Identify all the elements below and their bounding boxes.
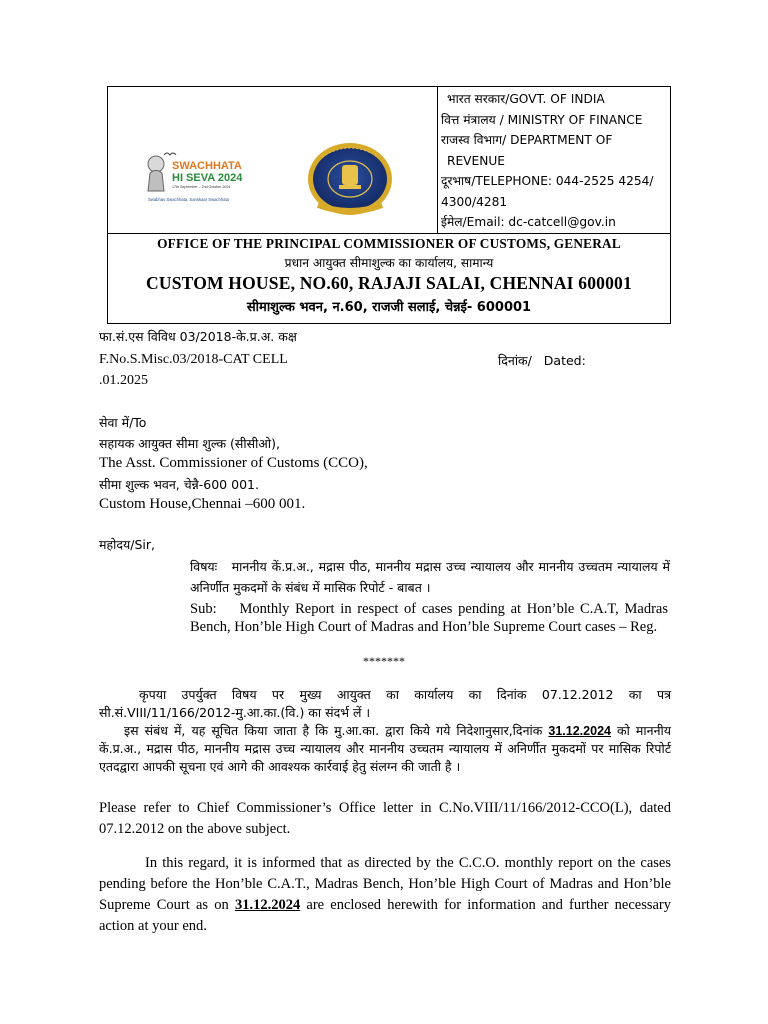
office-address-block: [108, 234, 670, 315]
body-en-paragraph-2: [99, 853, 671, 937]
logo-dates: 17th September – 2nd October 2024: [172, 185, 231, 189]
contact-govt: भारत सरकार/GOVT. OF INDIA: [447, 92, 605, 106]
customs-emblem-icon: [304, 135, 396, 219]
letter-date: .01.2025: [99, 373, 148, 388]
file-number-hi: फा.सं.एस विविध 03/2018-के.प्र.अ. कक्ष: [99, 329, 297, 344]
contact-email[interactable]: ईमेल/Email: dc-catcell@gov.in: [441, 215, 616, 229]
body-hi-p2-date: 31.12.2024: [548, 724, 611, 738]
office-address-en: CUSTOM HOUSE, NO.60, RAJAJI SALAI, CHENNAI 600001: [146, 273, 632, 293]
subject-hi-label: विषयः: [190, 559, 218, 574]
logo-line2: HI SEVA 2024: [172, 172, 243, 184]
body-hi-p2-part2: को माननीय कें.प्र.अ., मद्रास पीठ, माननीय मद्रास उच्च न्यायालय और माननीय उच्चतम न्यायालय में अनिर्णीत मुकदमों पर मासिक रिपोर्ट एतदद्वारा आपकी सूचना एवं आगे की आवश्यक कार्रवाई हेतु संलग्न की जाती है ।: [99, 723, 671, 774]
to-line-4: Custom House,Chennai –600 001.: [99, 496, 306, 512]
body-en-p2-date: 31.12.2024: [234, 897, 301, 913]
body-en-p2-part1: In this regard, it is informed that as directed by the C.C.O. monthly report on the cases pending before the Hon’ble C.A.T., Madras Bench, Hon’ble High Court of Madras and Hon’ble Supreme Court as on: [99, 855, 671, 913]
subject-hi: [190, 556, 670, 598]
office-title-en: OFFICE OF THE PRINCIPAL COMMISSIONER OF CUSTOMS, GENERAL: [157, 236, 621, 251]
body-hi-paragraph-2: [99, 722, 671, 776]
body-en-paragraph-1: Please refer to Chief Commissioner’s Office letter in C.No.VIII/11/166/2012-CCO(L), dated 07.12.2012 on the above subject.: [99, 800, 671, 837]
contact-ministry: वित्त मंत्रालय / MINISTRY OF FINANCE: [441, 112, 643, 127]
letterhead: [107, 86, 671, 324]
office-title-hi: प्रधान आयुक्त सीमाशुल्क का कार्यालय, सामान्य: [284, 256, 494, 270]
contact-block: [441, 89, 669, 233]
contact-telephone-cont: 4300/4281: [441, 194, 508, 209]
body-hi-paragraph-1: कृपया उपर्युक्त विषय पर मुख्य आयुक्त का कार्यालय का दिनांक 07.12.2012 का पत्र सी.सं.VIII/11/166/2012-मु.आ.का.(वि.) का संदर्भ लें ।: [99, 687, 671, 720]
logo-slogan: Swabhav Swachhata, Sanskaar Swachhata: [148, 197, 230, 202]
logo-line1: SWACHHATA: [172, 160, 242, 172]
subject-separator: *******: [363, 654, 405, 668]
subject-hi-text: माननीय कें.प्र.अ., मद्रास पीठ, माननीय मद्रास उच्च न्यायालय और माननीय उच्चतम न्यायालय में अनिर्णीत मुकदमों के संबंध में मासिक रिपोर्ट - बाबत ।: [190, 559, 670, 595]
subject-en-text: Monthly Report in respect of cases pending at Hon’ble C.A.T, Madras Bench, Hon’ble High Court of Madras and Hon’ble Supreme Court cases – Reg.: [190, 601, 668, 635]
contact-department-cont: REVENUE: [447, 153, 505, 168]
contact-telephone: दूरभाष/TELEPHONE: 044-2525 4254/: [441, 174, 654, 188]
letterhead-divider: [437, 87, 438, 233]
office-address-hi: सीमाशुल्क भवन, न.60, राजजी सलाई, चेन्नई- 600001: [246, 300, 532, 315]
to-line-2: The Asst. Commissioner of Customs (CCO),: [99, 455, 368, 471]
swachhata-hi-seva-logo: [144, 147, 276, 207]
subject-en: [190, 600, 668, 636]
letterhead-top-row: [108, 87, 670, 234]
body-hi-p2-part1: इस संबंध में, यह सूचित किया जाता है कि मु.आ.का. द्वारा किये गये निदेशानुसार,दिनांक: [124, 723, 543, 738]
body-en-p2-part2: are enclosed herewith for information and further necessary action at your end.: [99, 897, 672, 934]
to-label: सेवा में/To: [99, 415, 147, 430]
dated-label: दिनांक/ Dated:: [498, 353, 586, 368]
to-line-3: सीमा शुल्क भवन, चेन्नै-600 001.: [99, 477, 259, 492]
to-line-1: सहायक आयुक्त सीमा शुल्क (सीसीओ),: [99, 436, 280, 451]
file-number-en: F.No.S.Misc.03/2018-CAT CELL: [99, 352, 288, 367]
subject-en-label: Sub:: [190, 601, 217, 617]
salutation: महोदय/Sir,: [99, 537, 155, 552]
contact-department: राजस्व विभाग/ DEPARTMENT OF: [441, 133, 613, 147]
